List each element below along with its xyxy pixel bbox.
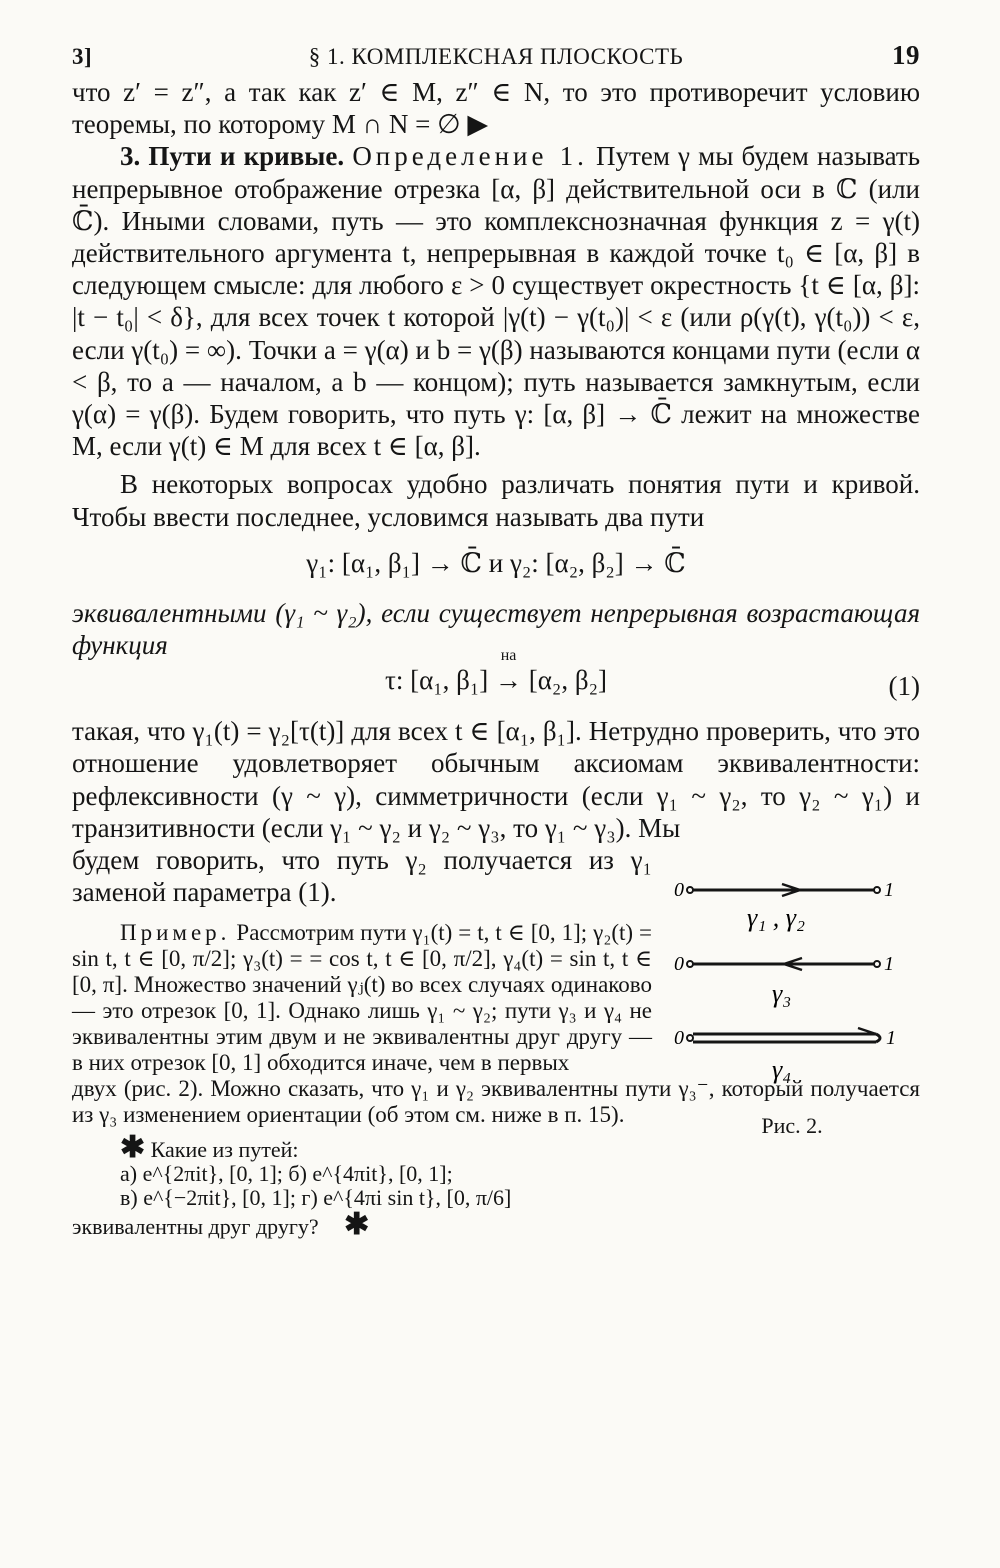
onto-label: на [500,647,517,665]
star-icon: ✱ [120,1131,146,1165]
paragraph-example-tail: двух (рис. 2). Можно сказать, что γ₁ и γ₂ эквивалентны пути γ₃⁻, который получается из γ₃ изменением ориентации (об этом см. ниже в п. 15). [72,1076,920,1128]
exercise-options-ab: а) e^{2πit}, [0, 1]; б) e^{4πit}, [0, 1]; [120,1161,453,1187]
fig-turn-3 [876,1034,880,1042]
fig-dot-start-2 [687,961,693,967]
paragraph-curve-intro: В некоторых вопросах удобно различать понятия пути и кривой. Чтобы ввести последнее, условимся называть два пути [72,469,920,532]
display-equation-1 [72,647,920,707]
paragraph-equivalent-text: эквивалентными (γ₁ ~ γ₂), если существует непрерывная возрастающая функция [72,597,920,661]
fig-dot-start-1 [687,887,693,893]
tau-domain: τ: [α₁, β₁] [385,665,489,696]
fig-one-3: 1 [886,1027,896,1050]
exercise-block [72,1131,920,1211]
fig-zero-3: 0 [674,1027,684,1050]
paragraph-proof-end: что z′ = z″, а так как z′ ∈ M, z″ ∈ N, то это противоречит условию теоремы, по которому M ∩ N = ∅ ▶ [72,77,920,140]
fig-zero-1: 0 [674,879,684,902]
exercise-end-text: эквивалентны друг другу? [72,1214,319,1240]
page-number: 19 [892,40,920,70]
fig-label-g3: γ₃ [772,979,792,1009]
paragraph-parameter-change: будем говорить, что путь γ₂ получается из γ₁ заменой параметра (1). [72,845,652,908]
definition-body: Путем γ мы будем называть непрерывное отображение отрезка [α, β] действительной оси в ℂ (или ℂ̄). Иными словами, путь — это комплекснозначная функция z = γ(t) действительного аргумента t, непрерывная в каждой точке t₀ ∈ [α, β] в следующем смысле: для любого ε > 0 существует окрестность {t ∈ [α, β]: |t − t₀| < δ}, для всех точек t которой |γ(t) − γ(t₀)| < ε (или ρ(γ(t), γ(t₀)) < ε, если γ(t₀) = ∞). Точки a = γ(α) и b = γ(β) называются концами пути (если α < β, то a — началом, а b — концом); путь называется замкнутым, если γ(α) = γ(β). Будем говорить, что путь γ: [α, β] → ℂ̄ лежит на множестве M, если γ(t) ∈ M для всех t ∈ [α, β]. [72,141,921,462]
page [72,40,920,1242]
fig-dot-start-3 [687,1035,693,1041]
star-icon-end: ✱ [344,1208,370,1242]
fig-label-g4: γ₄ [772,1055,792,1085]
running-header [72,40,920,76]
display-paths: γ₁: [α₁, β₁] → ℂ̄ и γ₂: [α₂, β₂] → ℂ̄ [306,547,686,578]
example-label: Пример. [120,920,231,946]
fig-dot-end-1 [874,887,880,893]
fig-zero-2: 0 [674,953,684,976]
paragraph-example [72,920,652,1076]
tau-range: [α₂, β₂] [528,665,607,696]
fig-one-1: 1 [884,879,894,902]
running-title: § 1. КОМПЛЕКСНАЯ ПЛОСКОСТЬ [308,44,684,69]
section-number: 3] [72,44,93,69]
figure-2 [672,874,912,1139]
paragraph-definition-1 [72,140,920,462]
figure-caption: Рис. 2. [761,1113,823,1139]
figure-2-drawing [672,874,912,1104]
exercise-options-cd: в) e^{−2πit}, [0, 1]; г) e^{4πi sin t}, [0, π/6] [120,1185,512,1211]
onto-arrow [495,647,523,696]
paragraph-axioms: такая, что γ₁(t) = γ₂[τ(t)] для всех t ∈ [α₁, β₁]. Нетрудно проверить, что это отношение удовлетворяет обычным аксиомам эквивалентности: рефлексивности (γ ~ γ), симметричности (если γ₁ ~ γ₂, то γ₂ ~ γ₁) и транзитивности (если γ₁ ~ γ₂ и γ₂ ~ γ₃, то γ₁ ~ γ₃). Мы [72,716,920,843]
fig-label-g12: γ₁ , γ₂ [747,903,806,933]
arrow-glyph: → [495,665,523,696]
example-body: Рассмотрим пути γ₁(t) = t, t ∈ [0, 1]; γ₂(t) = sin t, t ∈ [0, π/2]; γ₃(t) = = cos t, t ∈ [0, π/2], γ₄(t) = sin t, t ∈ [0, π]. Множество значений γⱼ(t) во всех случаях одинаково — это отрезок [0, 1]. Однако лишь γ₁ ~ γ₂; пути γ₃ и γ₄ не эквивалентны этим двум и не эквивалентны друг другу — в них отрезок [0, 1] обходится иначе, чем в первых [72,920,652,1076]
definition-label: Определение 1. [352,141,588,172]
section-title: 3. Пути и кривые. [120,141,345,172]
exercise-question [120,1131,920,1165]
exercise-question-text: Какие из путей: [150,1137,299,1163]
fig-one-2: 1 [884,953,894,976]
exercise-end [72,1210,920,1242]
fig-dot-end-2 [874,961,880,967]
equation-number: (1) [888,671,920,702]
